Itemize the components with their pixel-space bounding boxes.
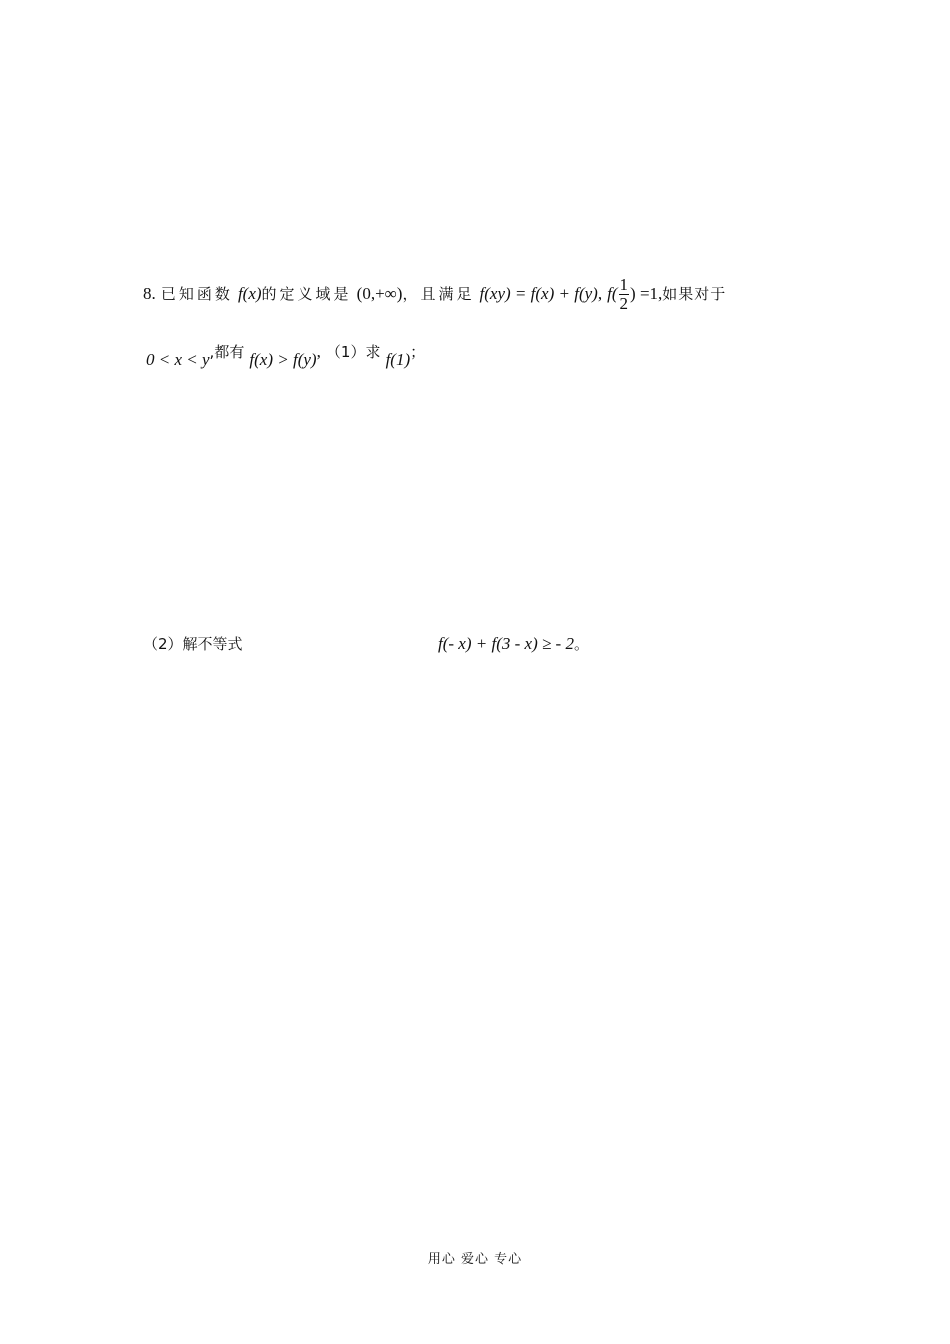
fraction-denominator: 2: [619, 294, 629, 313]
intro-text: 已知函数: [160, 285, 233, 303]
comma-1: ,: [597, 284, 603, 303]
all-have-text: ,都有: [209, 343, 245, 361]
page-footer: 用心 爱心 专心: [427, 1252, 523, 1267]
problem-number: 8: [143, 284, 152, 303]
part2-expression: f(- x) + f(3 - x) ≥ - 2: [438, 634, 574, 653]
part1-end: ；: [410, 343, 426, 361]
condition-result: f(x) > f(y): [249, 350, 317, 369]
part2-label: （2）解不等式: [143, 635, 243, 653]
domain-interval: (0,+∞): [356, 284, 403, 303]
domain-text: 的定义域是: [261, 285, 352, 303]
problem-line-2: [146, 342, 426, 370]
part2-end: 。: [573, 635, 589, 653]
if-text: 如果对于: [662, 285, 727, 303]
part1-label: （1）求: [325, 343, 381, 361]
part2-line: [143, 634, 243, 654]
f-half-suffix: ) =1,: [630, 284, 663, 303]
fraction-numerator: 1: [619, 275, 629, 294]
function-fx: f(x): [237, 284, 262, 303]
fraction-one-half: [619, 276, 630, 313]
f-half-prefix: f(: [607, 284, 618, 303]
part2-expression-line: [438, 634, 589, 654]
problem-line-1: [143, 276, 726, 313]
part1-expression: f(1): [385, 350, 411, 369]
condition-inequality: 0 < x < y: [146, 350, 210, 369]
comma-2: ,: [316, 342, 321, 361]
satisfy-text: ，且满足: [402, 285, 475, 303]
problem-number-sep: .: [151, 284, 156, 303]
functional-equation: f(xy) = f(x) + f(y): [479, 284, 598, 303]
